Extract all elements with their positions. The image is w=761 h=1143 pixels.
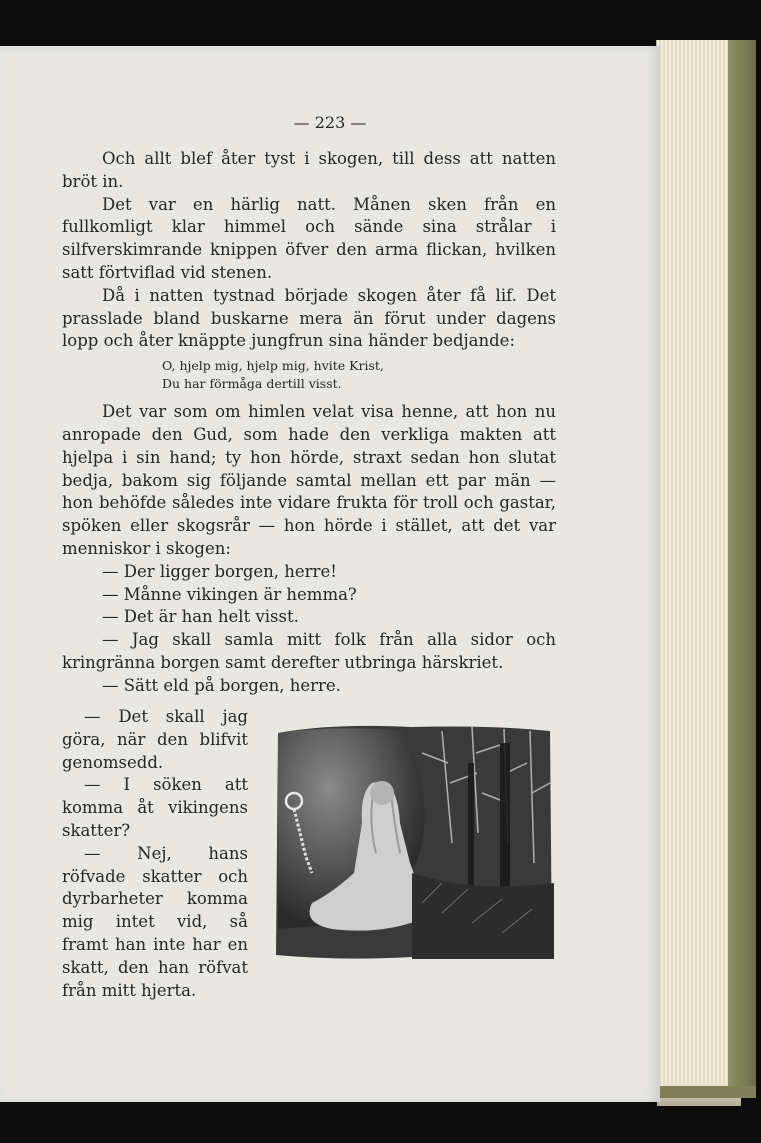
illustration-image <box>272 723 556 961</box>
side-dialogue-1: — Det skall jag göra, när den blifvit genomsedd. <box>62 707 248 772</box>
book-cover-bottom <box>656 1086 756 1098</box>
verse <box>62 357 556 393</box>
illustration-chained-maiden <box>272 723 556 961</box>
paragraph-2: Det var en härlig natt. Månen sken från en fullkomligt klar himmel och sände sina strålar i silfverskimrande knippen öfver den arma flickan, hvilken satt förtviflad vid stenen. <box>62 194 556 282</box>
paragraph-4: Det var som om himlen velat visa henne, att hon nu anropade den Gud, som hade den verkliga makten att hjelpa i sin hand; ty hon hörde, straxt sedan hon slutat bedja, bakom sig följande samtal mellan ett par män — hon behöfde således inte vidare frukta för troll och gastar, spöken eller skogsrår — hon hörde i stället, att det var menniskor i skogen: <box>62 402 556 558</box>
page-number: — 223 — <box>293 113 367 132</box>
verse-line-2: Du har förmåga dertill visst. <box>162 376 342 392</box>
paragraph-1: Och allt blef åter tyst i skogen, till dess att natten bröt in. <box>62 149 556 191</box>
verse-line-1: O, hjelp mig, hjelp mig, hvite Krist, <box>162 358 384 374</box>
dialogue-line-3: — Det är han helt visst. <box>102 607 299 627</box>
dialogue-line-1: — Der ligger borgen, herre! <box>102 561 337 581</box>
side-column-text <box>62 706 248 1002</box>
dialogue-line-4: — Jag skall samla mitt folk från alla sidor och kringränna borgen samt derefter utbringa härskriet. <box>62 630 556 672</box>
side-dialogue-2: — I söken att komma åt vikingens skatter? <box>62 775 248 840</box>
main-text <box>62 148 556 698</box>
dialogue-line-2: — Månne vikingen är hemma? <box>102 584 357 604</box>
book-cover-edge <box>728 40 756 1092</box>
paragraph-3: Då i natten tystnad började skogen åter få lif. Det prasslade bland buskarne mera än förut under dagens lopp och åter knäppte jungfrun sina händer bedjande: <box>62 285 556 351</box>
dialogue-line-5: — Sätt eld på borgen, herre. <box>102 675 341 695</box>
side-dialogue-3: — Nej, hans röfvade skatter och dyrbarheter komma mig intet vid, så framt han inte har en skatt, den han röfvat från mitt hjerta. <box>62 843 248 1000</box>
